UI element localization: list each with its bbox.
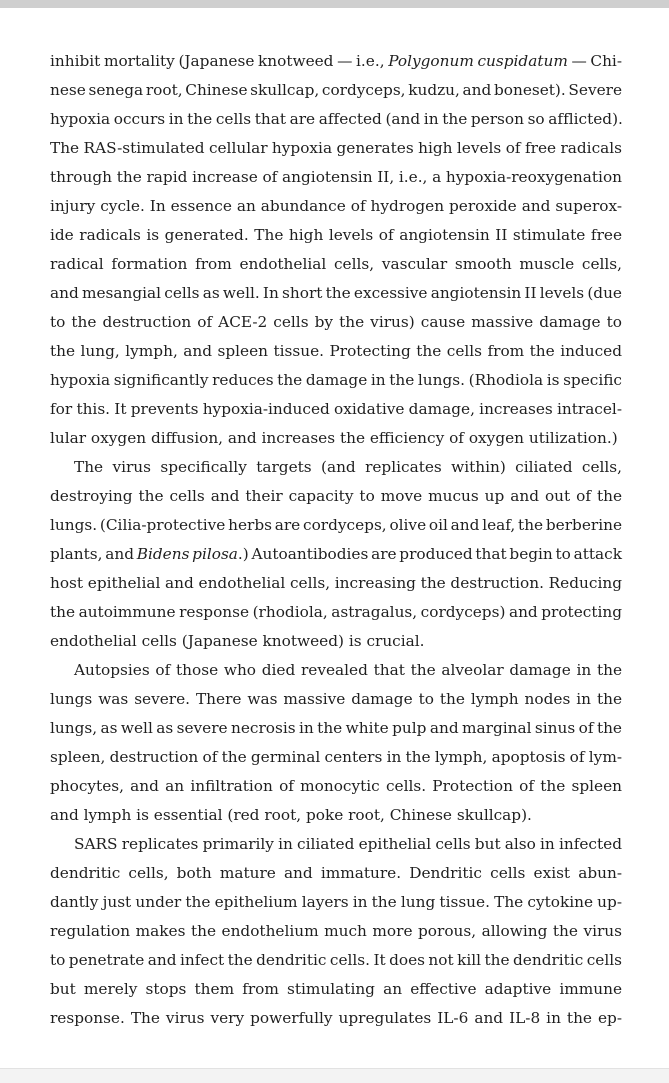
text-line: plants, and Bidens pilosa.) Autoantibodies are produced that begin to attack bbox=[50, 545, 622, 563]
text-line: but merely stops them from stimulating an effective adaptive immune bbox=[50, 980, 622, 998]
text-line: the autoimmune response (rhodiola, astragalus, cordyceps) and protecting bbox=[50, 603, 622, 621]
text-line: lungs was severe. There was massive damage to the lymph nodes in the bbox=[50, 690, 622, 708]
text-line: dantly just under the epithelium layers in the lung tissue. The cytokine up- bbox=[50, 893, 622, 911]
text-line: destroying the cells and their capacity to move mucus up and out of the bbox=[50, 487, 622, 505]
text-line: injury cycle. In essence an abundance of hydrogen peroxide and superox- bbox=[50, 197, 622, 215]
text-line: through the rapid increase of angiotensin II, i.e., a hypoxia-reoxygenation bbox=[50, 168, 622, 186]
text-line: regulation makes the endothelium much more porous, allowing the virus bbox=[50, 922, 622, 940]
paragraph-first-line: The virus specifically targets (and replicates within) ciliated cells, bbox=[74, 458, 622, 476]
bottom-edge-bar bbox=[0, 1068, 669, 1083]
text-line: spleen, destruction of the germinal centers in the lymph, apoptosis of lym- bbox=[50, 748, 622, 766]
text-line: for this. It prevents hypoxia-induced oxidative damage, increases intracel- bbox=[50, 400, 622, 418]
paragraph-first-line: Autopsies of those who died revealed that the alveolar damage in the bbox=[74, 661, 622, 679]
text-line: lungs. (Cilia-protective herbs are cordyceps, olive oil and leaf, the berberine bbox=[50, 516, 622, 534]
text-line: inhibit mortality (Japanese knotweed — i.e., Polygonum cuspidatum — Chi- bbox=[50, 52, 622, 70]
text-line: the lung, lymph, and spleen tissue. Protecting the cells from the induced bbox=[50, 342, 622, 360]
text-line: response. The virus very powerfully upregulates IL-6 and IL-8 in the ep- bbox=[50, 1009, 622, 1027]
text-line: host epithelial and endothelial cells, increasing the destruction. Reducing bbox=[50, 574, 622, 592]
text-line: dendritic cells, both mature and immature. Dendritic cells exist abun- bbox=[50, 864, 622, 882]
text-line: hypoxia occurs in the cells that are affected (and in the person so afflicted). bbox=[50, 110, 623, 128]
text-line: hypoxia significantly reduces the damage in the lungs. (Rhodiola is specific bbox=[50, 371, 622, 389]
text-line: lungs, as well as severe necrosis in the white pulp and marginal sinus of the bbox=[50, 719, 622, 737]
text-line: The RAS-stimulated cellular hypoxia generates high levels of free radicals bbox=[50, 139, 622, 157]
paragraph-first-line: SARS replicates primarily in ciliated epithelial cells but also in infected bbox=[74, 835, 622, 853]
text-line: lular oxygen diffusion, and increases the efficiency of oxygen utilization.) bbox=[50, 429, 618, 447]
text-line: to the destruction of ACE-2 cells by the virus) cause massive damage to bbox=[50, 313, 622, 331]
text-line: phocytes, and an infiltration of monocytic cells. Protection of the spleen bbox=[50, 777, 622, 795]
text-line: ide radicals is generated. The high levels of angiotensin II stimulate free bbox=[50, 226, 622, 244]
text-line: radical formation from endothelial cells, vascular smooth muscle cells, bbox=[50, 255, 622, 273]
page-body bbox=[50, 47, 622, 1033]
text-line: and lymph is essential (red root, poke root, Chinese skullcap). bbox=[50, 806, 532, 824]
top-edge-bar bbox=[0, 0, 669, 8]
text-line: endothelial cells (Japanese knotweed) is crucial. bbox=[50, 632, 425, 650]
text-line: nese senega root, Chinese skullcap, cordyceps, kudzu, and boneset). Severe bbox=[50, 81, 622, 99]
text-line: to penetrate and infect the dendritic cells. It does not kill the dendritic cells bbox=[50, 951, 622, 969]
text-line: and mesangial cells as well. In short the excessive angiotensin II levels (due bbox=[50, 284, 622, 302]
